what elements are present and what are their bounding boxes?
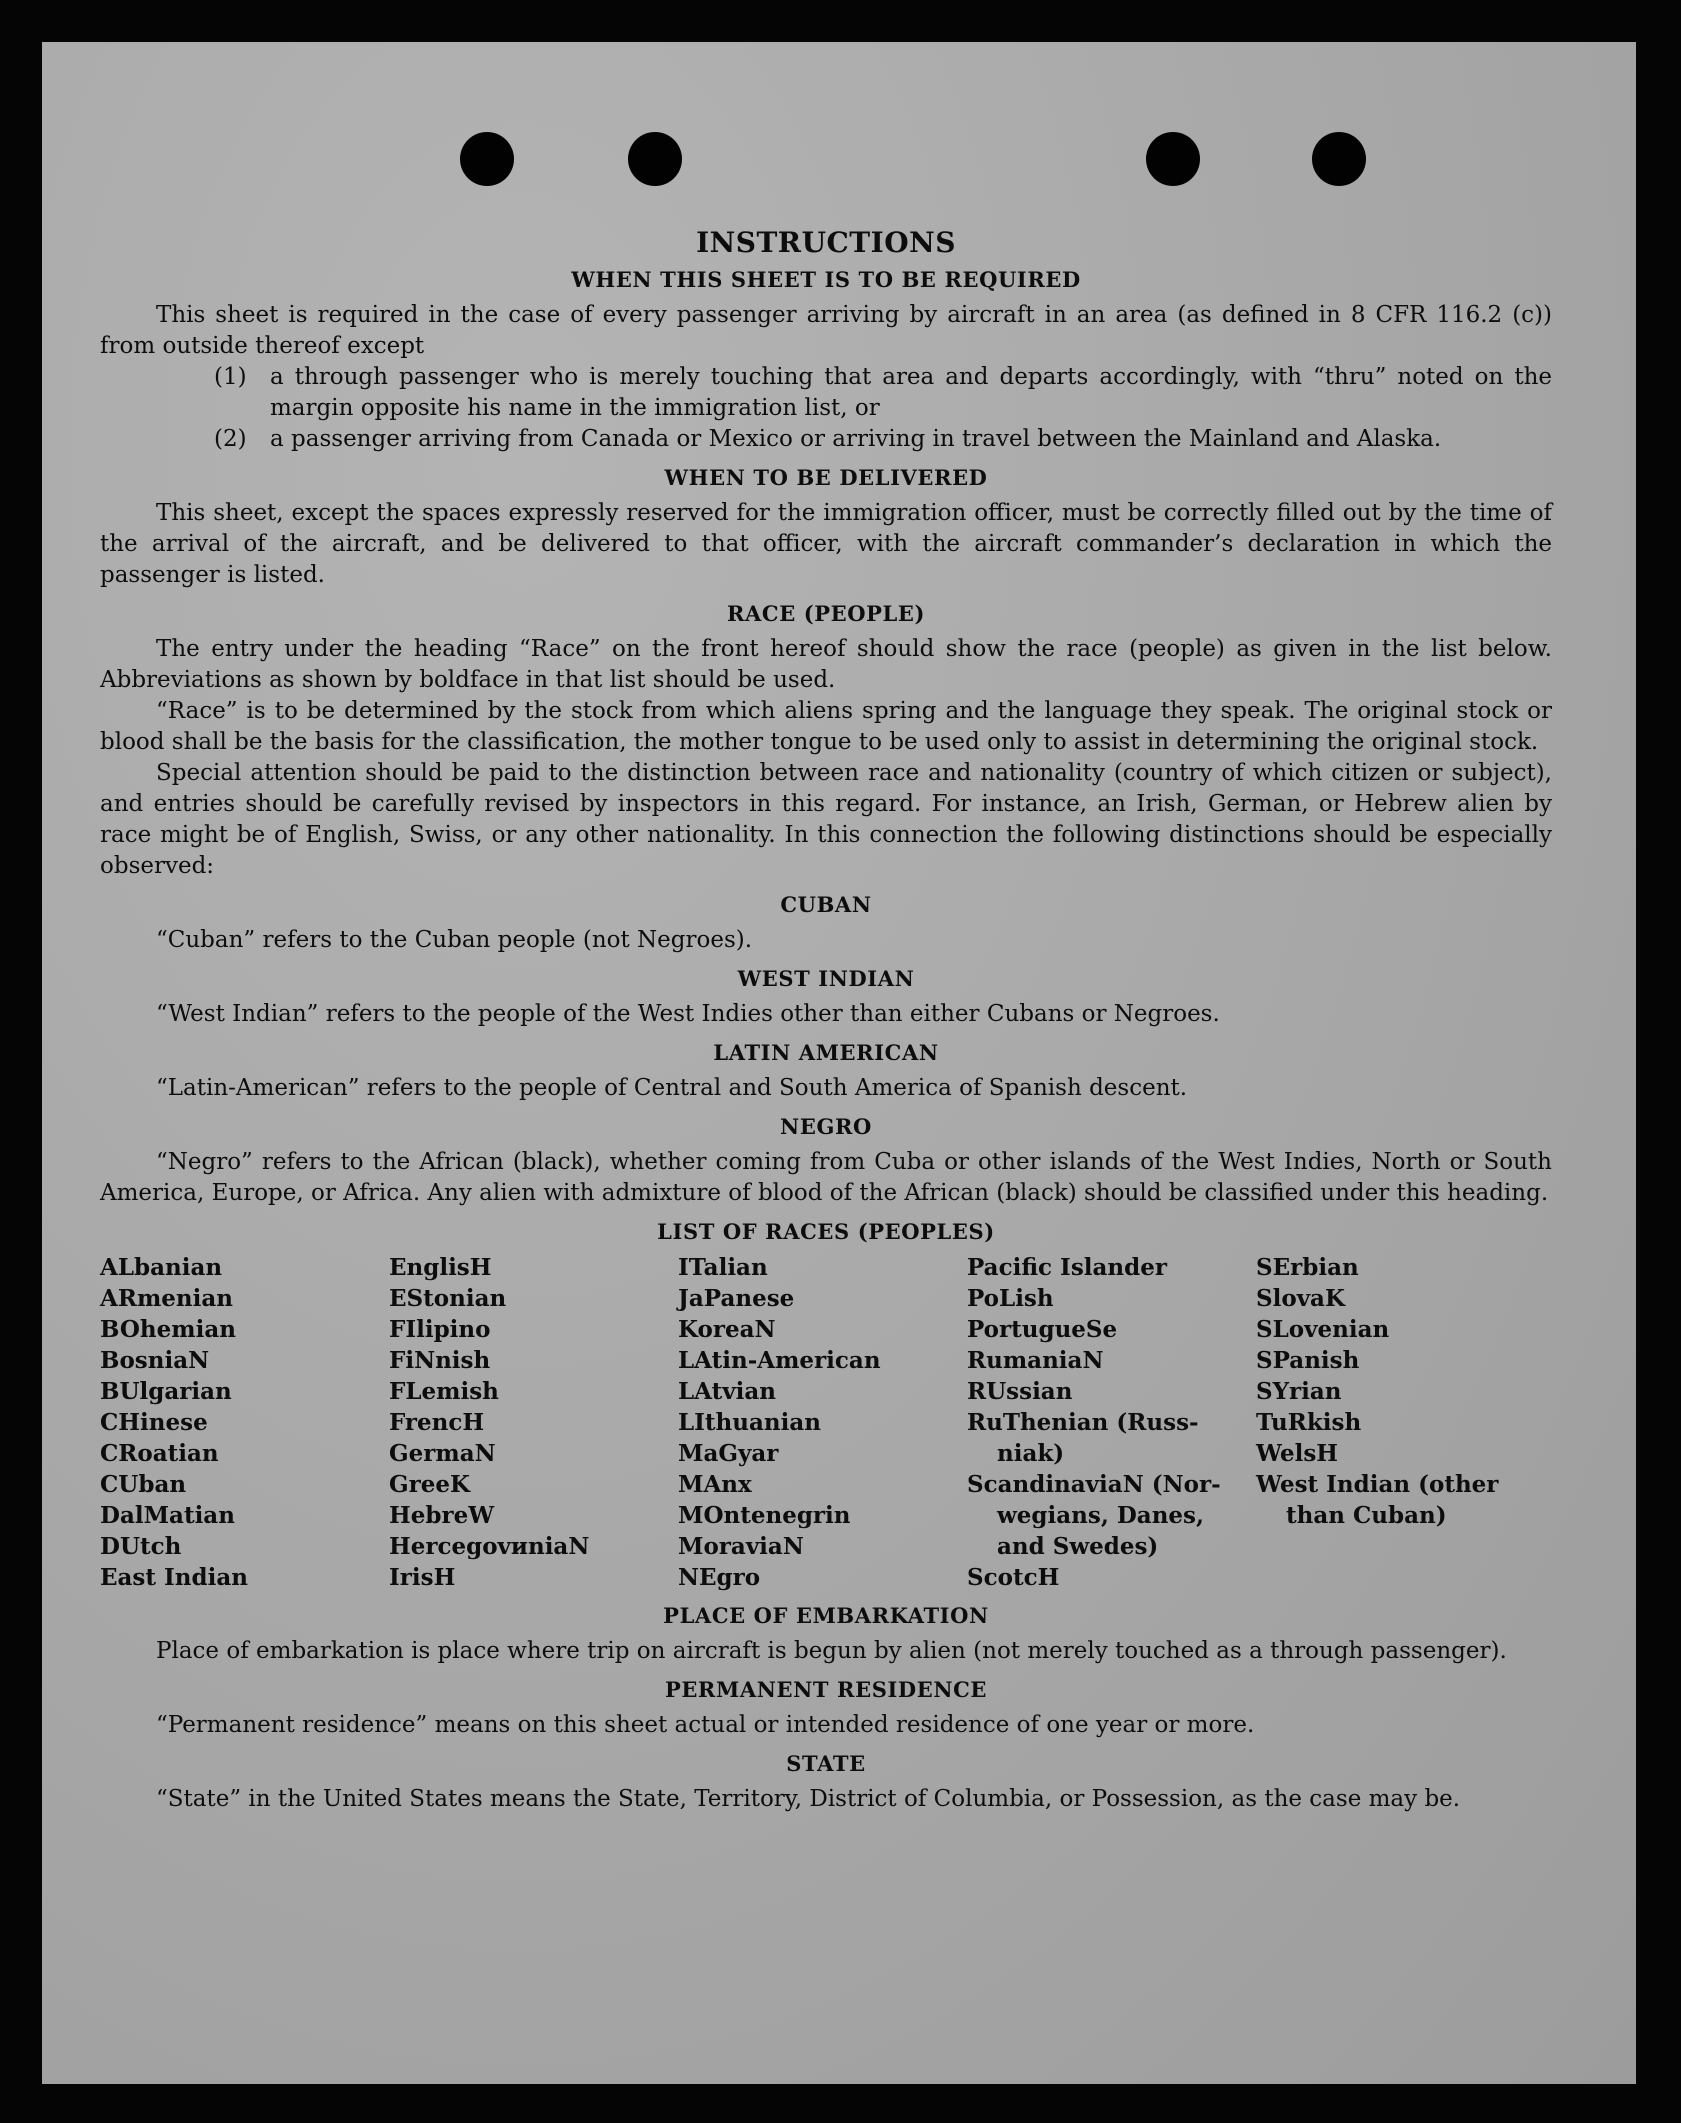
race-item: KoreaN bbox=[678, 1316, 776, 1343]
race-item: SlovaK bbox=[1256, 1285, 1345, 1312]
race-item: ALbanian bbox=[100, 1254, 223, 1281]
heading-permanent-residence: PERMANENT RESIDENCE bbox=[664, 1677, 988, 1702]
race-item: JaPanese bbox=[678, 1285, 795, 1312]
race-item: EStonian bbox=[389, 1285, 507, 1312]
race-item: HercegovиniaN bbox=[389, 1533, 590, 1560]
item-number: (1) bbox=[214, 364, 247, 390]
document-page bbox=[42, 42, 1636, 2084]
heading-latin-american: LATIN AMERICAN bbox=[713, 1040, 939, 1065]
negro-text: “Negro” refers to the African (black), whether coming from Cuba or other islands of the West Indies, North or South America, Europe, or Africa. Any alien with admixture of blood of the African (black) should be classified under this heading. bbox=[100, 1149, 1552, 1206]
race-item: NEgro bbox=[678, 1564, 761, 1591]
heading-negro: NEGRO bbox=[780, 1114, 872, 1139]
heading-list-of-races: LIST OF RACES (PEOPLES) bbox=[657, 1219, 995, 1244]
race-item: BOhemian bbox=[100, 1316, 236, 1343]
heading-when-required: WHEN THIS SHEET IS TO BE REQUIRED bbox=[571, 267, 1081, 292]
races-column bbox=[967, 1252, 1256, 1593]
race-item: TuRkish bbox=[1256, 1409, 1362, 1436]
race-item: LAtin-American bbox=[678, 1347, 881, 1374]
west-indian-text: “West Indian” refers to the people of the West Indies other than either Cubans or Negroes. bbox=[156, 1001, 1220, 1027]
race-item: GreeK bbox=[389, 1471, 471, 1498]
race-item: BosniaN bbox=[100, 1347, 210, 1374]
race-item: LIthuanian bbox=[678, 1409, 821, 1436]
race-paragraph: “Race” is to be determined by the stock from which aliens spring and the language they speak. The original stock or blood shall be the basis for the classification, the mother tongue to be used only to assist in determining the original stock. bbox=[100, 698, 1552, 755]
race-item: SLovenian bbox=[1256, 1316, 1390, 1343]
race-item: wegians, Danes, bbox=[997, 1502, 1204, 1529]
residence-text: “Permanent residence” means on this sheet actual or intended residence of one year or more. bbox=[156, 1712, 1255, 1738]
item-text: a through passenger who is merely touching that area and departs accordingly, with “thru” noted on the margin opposite his name in the immigration list, or bbox=[270, 364, 1552, 421]
instructions-content bbox=[100, 226, 1552, 1815]
race-item: SErbian bbox=[1256, 1254, 1359, 1281]
race-item: FrencH bbox=[389, 1409, 485, 1436]
heading-race: RACE (PEOPLE) bbox=[726, 601, 926, 626]
punch-hole bbox=[1146, 132, 1200, 186]
races-column bbox=[1256, 1252, 1552, 1593]
delivered-text: This sheet, except the spaces expressly reserved for the immigration officer, must be correctly filled out by the time of the arrival of the aircraft, and be delivered to that officer, with the aircraft commander’s declaration in which the passenger is listed. bbox=[100, 500, 1552, 588]
race-item: IrisH bbox=[389, 1564, 456, 1591]
race-paragraph: The entry under the heading “Race” on the front hereof should show the race (people) as given in the list below. Abbreviations as shown by boldface in that list should be used. bbox=[100, 636, 1552, 693]
race-item: PortugueSe bbox=[967, 1316, 1118, 1343]
item-text: a passenger arriving from Canada or Mexico or arriving in travel between the Mainland and Alaska. bbox=[270, 426, 1442, 452]
race-item: HebreW bbox=[389, 1502, 495, 1529]
heading-when-delivered: WHEN TO BE DELIVERED bbox=[664, 465, 988, 490]
heading-place-of-embarkation: PLACE OF EMBARKATION bbox=[663, 1603, 989, 1628]
race-item: CHinese bbox=[100, 1409, 208, 1436]
race-item: BUlgarian bbox=[100, 1378, 232, 1405]
race-item: SPanish bbox=[1256, 1347, 1360, 1374]
race-item: West Indian (other bbox=[1256, 1471, 1499, 1498]
required-intro: This sheet is required in the case of every passenger arriving by aircraft in an area (as defined in 8 CFR 116.2 (c)) from outside thereof except bbox=[100, 302, 1552, 359]
race-item: ScotcH bbox=[967, 1564, 1060, 1591]
race-item: RuThenian (Russ- bbox=[967, 1409, 1199, 1436]
race-item: FiNnish bbox=[389, 1347, 491, 1374]
punch-hole bbox=[1312, 132, 1366, 186]
latin-american-text: “Latin-American” refers to the people of Central and South America of Spanish descent. bbox=[156, 1075, 1188, 1101]
page-title: INSTRUCTIONS bbox=[696, 226, 956, 259]
race-item: Pacific Islander bbox=[967, 1254, 1167, 1281]
race-item: SYrian bbox=[1256, 1378, 1342, 1405]
race-item: MOntenegrin bbox=[678, 1502, 851, 1529]
races-list bbox=[100, 1252, 1552, 1593]
punch-hole bbox=[460, 132, 514, 186]
heading-cuban: CUBAN bbox=[780, 892, 872, 917]
race-item: WelsH bbox=[1256, 1440, 1339, 1467]
exception-item bbox=[214, 362, 1552, 424]
race-item: niak) bbox=[997, 1440, 1065, 1467]
state-text: “State” in the United States means the State, Territory, District of Columbia, or Possession, as the case may be. bbox=[156, 1786, 1461, 1812]
race-item: CUban bbox=[100, 1471, 187, 1498]
race-item: MoraviaN bbox=[678, 1533, 804, 1560]
race-paragraph: Special attention should be paid to the distinction between race and nationality (country of which citizen or subject), and entries should be carefully revised by inspectors in this regard. For instance, an Irish, German, or Hebrew alien by race might be of English, Swiss, or any other nationality. In this connection the following distinctions should be especially observed: bbox=[100, 760, 1552, 879]
race-item: LAtvian bbox=[678, 1378, 776, 1405]
race-item: EnglisH bbox=[389, 1254, 492, 1281]
race-item: ScandinaviaN (Nor- bbox=[967, 1471, 1221, 1498]
heading-west-indian: WEST INDIAN bbox=[737, 966, 915, 991]
embarkation-text: Place of embarkation is place where trip on aircraft is begun by alien (not merely touched as a through passenger). bbox=[156, 1638, 1507, 1664]
heading-state: STATE bbox=[786, 1751, 866, 1776]
race-item: FLemish bbox=[389, 1378, 499, 1405]
cuban-text: “Cuban” refers to the Cuban people (not Negroes). bbox=[156, 927, 753, 953]
race-item: and Swedes) bbox=[997, 1533, 1159, 1560]
race-item: PoLish bbox=[967, 1285, 1054, 1312]
race-item: FIlipino bbox=[389, 1316, 491, 1343]
race-item: GermaN bbox=[389, 1440, 496, 1467]
race-item: East Indian bbox=[100, 1564, 248, 1591]
races-column bbox=[389, 1252, 678, 1593]
race-item: MaGyar bbox=[678, 1440, 779, 1467]
race-item: MAnx bbox=[678, 1471, 752, 1498]
race-item: than Cuban) bbox=[1286, 1502, 1447, 1529]
race-item: CRoatian bbox=[100, 1440, 219, 1467]
race-item: ITalian bbox=[678, 1254, 768, 1281]
races-column bbox=[100, 1252, 389, 1593]
race-item: RUssian bbox=[967, 1378, 1073, 1405]
exception-item bbox=[214, 424, 1552, 455]
race-item: ARmenian bbox=[100, 1285, 234, 1312]
race-item: DUtch bbox=[100, 1533, 182, 1560]
item-number: (2) bbox=[214, 426, 247, 452]
race-item: DalMatian bbox=[100, 1502, 235, 1529]
race-item: RumaniaN bbox=[967, 1347, 1104, 1374]
races-column bbox=[678, 1252, 967, 1593]
punch-hole bbox=[628, 132, 682, 186]
